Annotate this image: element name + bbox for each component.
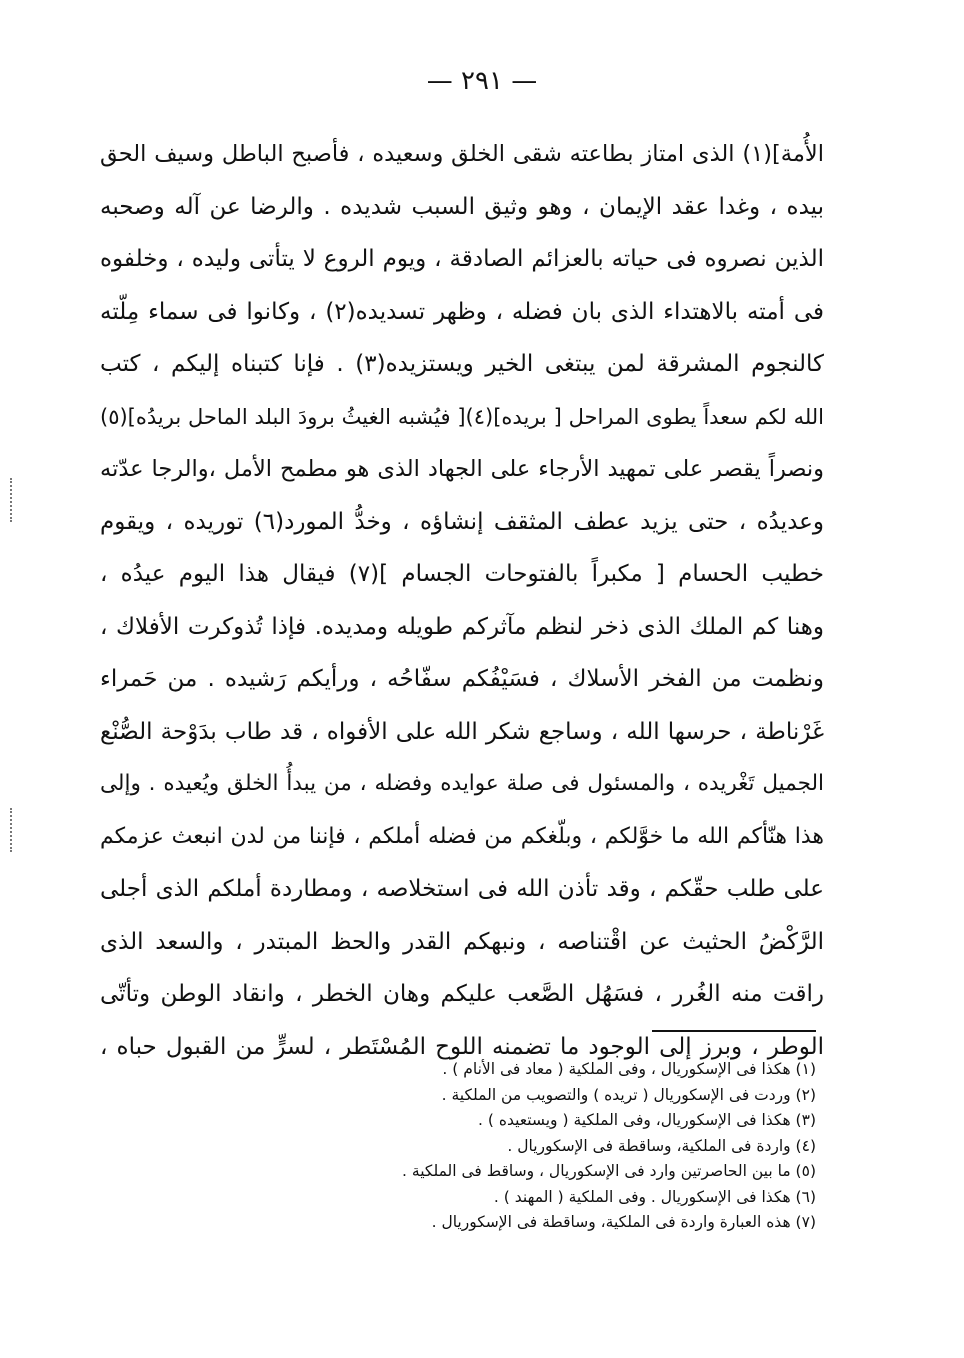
footnote: (٢) وردت فى الإسكوريال ( تريده ) والتصويب من الملكية . [441, 1085, 816, 1104]
footnote: (٣) هكذا فى الإسكوريال، وفى الملكية ( ويستعيده ) . [478, 1111, 816, 1129]
footnote: (١) هكذا فى الإسكوريال ، وفى الملكية ( معاد فى الأنام ) . [442, 1060, 816, 1078]
body-line: الرَّكْضُ الحثيث عن اقْتناصه ، ونبهكم القدر والحظ المبتدر ، والسعد الذى [100, 928, 824, 955]
body-line: الذين نصروه فى حياته بالعزائم الصادقة ، ويوم الروع لا يتأتى وليده ، وخلفوه [100, 246, 824, 272]
body-line: فى أمته بالاهتداء الذى بان فضله ، وظهر تسديده(٢) ، وكانوا فى سماء مِلّته [100, 298, 824, 325]
footnote: (٦) هكذا فى الإسكوريال . وفى الملكية ( المهند ) . [493, 1187, 816, 1206]
body-line: غَرْناطة ، حرسها الله ، وساجع شكر الله على الأفواه ، قد طاب بدَوْحة الصُّنْع [100, 718, 824, 745]
body-line: ونظمت من الفخر الأسلاك ، فسَيْفُكم سفّاحُه ، ورأيكم رَشيده . من حَمراء [100, 666, 824, 692]
body-line: بيده ، وغدا عقد الإيمان ، وهو وثيق السبب شديده . والرضا عن آله وصحبه [100, 193, 824, 220]
footnote: (٧) هذه العبارة واردة فى الملكية، وساقطة فى الإسكوريال . [431, 1213, 816, 1231]
body-line: راقت منه الغُرر ، فسَهُل الصَّعب عليكم وهان الخطر ، وانقاد الوطن وتأتّى [100, 981, 824, 1007]
body-line: ونصراً يقصر على تمهيد الأرجاء على الجهاد الذى هو مطمح الأمل ،والرجا عدّته [100, 456, 824, 482]
body-line: على طلب حقّكم ، وقد تأذن الله فى استخلاصه ، ومطاردة أملكم الذى أجلى [100, 876, 824, 902]
scan-margin-mark [10, 808, 12, 852]
body-text [100, 128, 824, 1073]
body-line: الوطر ، وبرز إلى الوجود ما تضمنه اللوح المُسْتَطر ، لسرٍّ من القبول حباه ، [100, 1033, 824, 1060]
body-line: الأُمة](١) الذى امتاز بطاعته شقى الخلق وسعيده ، فأصبح الباطل وسيف الحق [100, 141, 824, 167]
footnote: (٤) واردة فى الملكية، وساقطة فى الإسكوريال . [507, 1136, 816, 1155]
page-number: — ٢٩١ — [426, 66, 538, 96]
body-line: وهنا كم الملك الذى ذخر لنظم مآثركم طويله ومديده. فإذا تُذوكرت الأفلاك ، [100, 613, 824, 640]
footnotes [296, 1057, 816, 1236]
body-line: الله لكم سعداً يطوى المراحل [ بريده](٤)[ فيُشبه الغيثُ برودَ البلد الماحل بريدُه](٥) [100, 404, 824, 429]
body-line: خطيب الحسام [ مكبراً بالفتوحات الجسام ](٧) فيقال هذا اليوم عيدُه ، [100, 561, 824, 587]
body-line: كالنجوم المشرقة لمن يبتغى الخير ويستزيده(٣) . فإنا كتبناه إليكم ، كتب [100, 351, 824, 377]
body-line: وعديدُه ، حتى يزيد عطف المثقف إنشاؤه ، وخدُّ المورد(٦) توريده ، ويقوم [100, 508, 824, 535]
body-line: الجميل تَغْريده ، والمسئول فى صلة عوايده وفضله ، من يبدأُ الخلق ويُعيده . وإلى [100, 771, 824, 796]
footnote: (٥) ما بين الحاصرتين وارد فى الإسكوريال ، وساقط فى الملكية . [402, 1162, 816, 1180]
footnote-separator [652, 1030, 816, 1032]
scan-margin-mark [10, 478, 12, 522]
body-line: هذا هنّأكم الله ما خوَّلكم ، وبلّغكم من فضله أملكم ، فإننا من لدن انبعث عزمكم [100, 823, 824, 849]
